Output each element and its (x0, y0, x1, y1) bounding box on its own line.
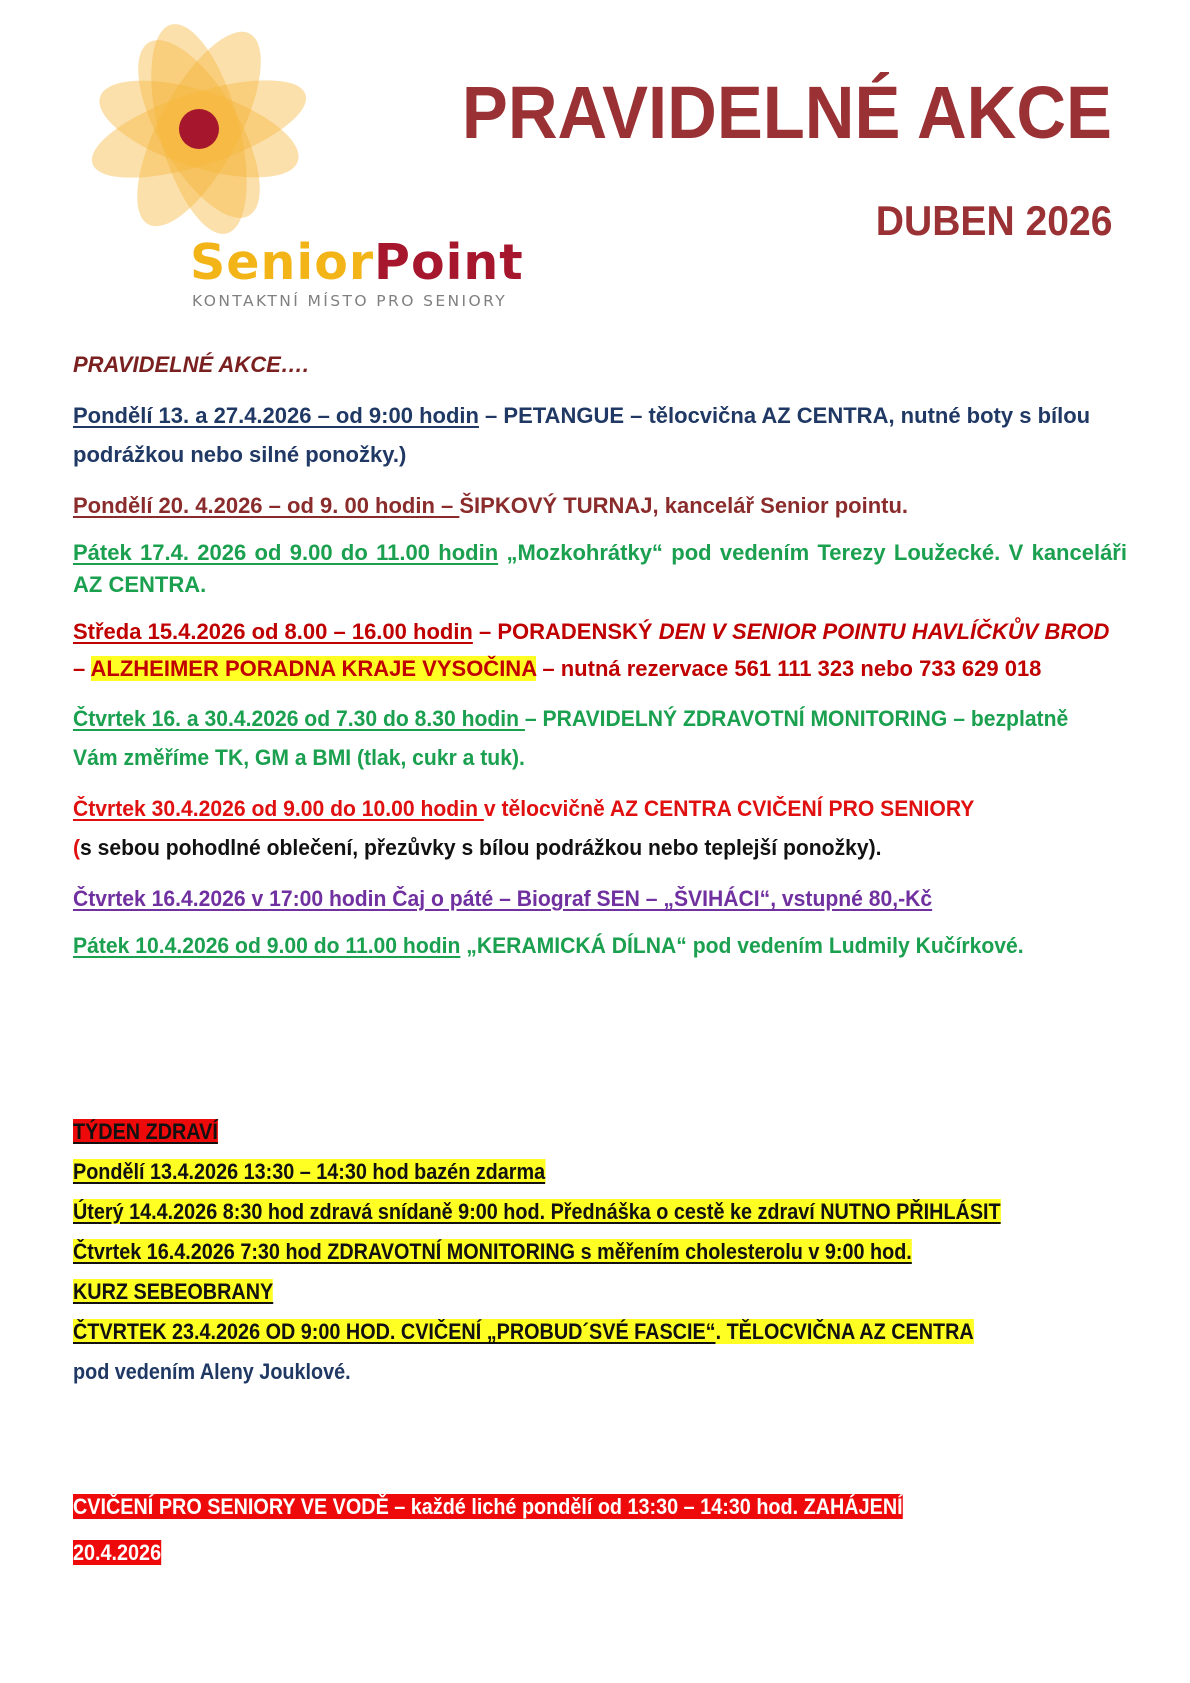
event-text: v tělocvičně AZ CENTRA CVIČENÍ PRO SENIORY (483, 796, 975, 821)
event-date: Pátek 10.4.2026 od 9.00 do 11.00 hodin (73, 933, 461, 958)
event-date: Pátek 17.4. 2026 od 9.00 do 11.00 hodin (73, 540, 499, 565)
event-text: – PETANGUE – tělocvična AZ CENTRA, nutné boty s bílou podrážkou nebo silné ponožky.) (73, 403, 1091, 467)
brand-senior: Senior (190, 234, 375, 291)
section-heading: PRAVIDELNÉ AKCE…. (73, 352, 309, 377)
event-petangue (73, 396, 1127, 474)
health-week-item: Úterý 14.4.2026 8:30 hod zdravá snídaně 9:00 hod. Přednáška o cestě ke zdraví NUTNO PŘIHLÁSIT (73, 1199, 1001, 1224)
water-exercise-section (73, 1484, 1133, 1576)
event-date: Čtvrtek 30.4.2026 od 9.00 do 10.00 hodin (73, 796, 484, 821)
event-darts (73, 486, 1127, 525)
paren: ( (73, 835, 81, 860)
event-health-monitoring (73, 699, 1085, 777)
alzheimer-highlight: ALZHEIMER PORADNA KRAJE VYSOČINA (90, 656, 537, 681)
health-week-item: ČTVRTEK 23.4.2026 OD 9:00 HOD. CVIČENÍ „PROBUD´SVÉ FASCIE“ (73, 1319, 716, 1344)
health-week-item: KURZ SEBEOBRANY (73, 1279, 274, 1304)
event-mozkohratky (73, 537, 1127, 601)
event-text: „Mozkohrátky“ pod vedením Terezy Loužecké. V kanceláři AZ CENTRA. (73, 540, 1127, 597)
event-text: – (73, 656, 91, 681)
page-subtitle: DUBEN 2026 (875, 197, 1112, 244)
event-date: Pondělí 20. 4.2026 – od 9. 00 hodin – (73, 493, 460, 518)
event-date: Pondělí 13. a 27.4.2026 – od 9:00 hodin (73, 403, 479, 428)
brand-point: Point (374, 234, 524, 291)
event-text-italic: DEN V SENIOR POINTU HAVLÍČKŮV BROD (658, 619, 1110, 644)
flower-logo-icon (66, 14, 306, 249)
health-week-item: Pondělí 13.4.2026 13:30 – 14:30 hod bazén zdarma (73, 1159, 546, 1184)
event-text: – nutná rezervace 561 111 323 nebo 733 629 018 (536, 656, 1042, 681)
event-note: s sebou pohodlné oblečení, přezůvky s bílou podrážkou nebo teplejší ponožky). (80, 835, 882, 860)
event-date: Středa 15.4.2026 od 8.00 – 16.00 hodin (73, 619, 473, 644)
health-week-item-rest: . TĚLOCVIČNA AZ CENTRA (715, 1319, 974, 1344)
event-text: – PORADENSKÝ (472, 619, 659, 644)
event-counseling-day (73, 613, 1127, 687)
brand-tagline: KONTAKTNÍ MÍSTO PRO SENIORY (192, 292, 508, 310)
event-cinema (73, 879, 1085, 918)
event-text: „KERAMICKÁ DÍLNA“ pod vedením Ludmily Kučírkové. (460, 933, 1024, 958)
event-text: – PRAVIDELNÝ ZDRAVOTNÍ MONITORING – bezplatně Vám změříme TK, GM a BMI (tlak, cukr a tuk). (73, 706, 1069, 770)
event-exercise (73, 789, 1085, 867)
event-ceramics (73, 930, 1127, 962)
event-date: Čtvrtek 16. a 30.4.2026 od 7.30 do 8.30 hodin (73, 706, 525, 731)
brand-name (190, 234, 524, 291)
health-week-item: Čtvrtek 16.4.2026 7:30 hod ZDRAVOTNÍ MONITORING s měřením cholesterolu v 9:00 hod. (73, 1239, 912, 1264)
health-week-heading: TÝDEN ZDRAVÍ (73, 1119, 218, 1144)
event-date: Čtvrtek 16.4.2026 v 17:00 hodin Čaj o páté – Biograf SEN – „ŠVIHÁCI“, vstupné 80,-Kč (73, 886, 933, 911)
health-week-item-tail: pod vedením Aleny Jouklové. (73, 1359, 351, 1384)
water-exercise-line1: CVIČENÍ PRO SENIORY VE VODĚ – každé liché pondělí od 13:30 – 14:30 hod. ZAHÁJENÍ (73, 1494, 903, 1519)
health-week-section (73, 1112, 1133, 1392)
page-title: PRAVIDELNÉ AKCE (461, 71, 1112, 154)
events-list (73, 345, 1127, 974)
event-text: ŠIPKOVÝ TURNAJ, kancelář Senior pointu. (459, 493, 909, 518)
water-exercise-line2: 20.4.2026 (73, 1540, 162, 1565)
